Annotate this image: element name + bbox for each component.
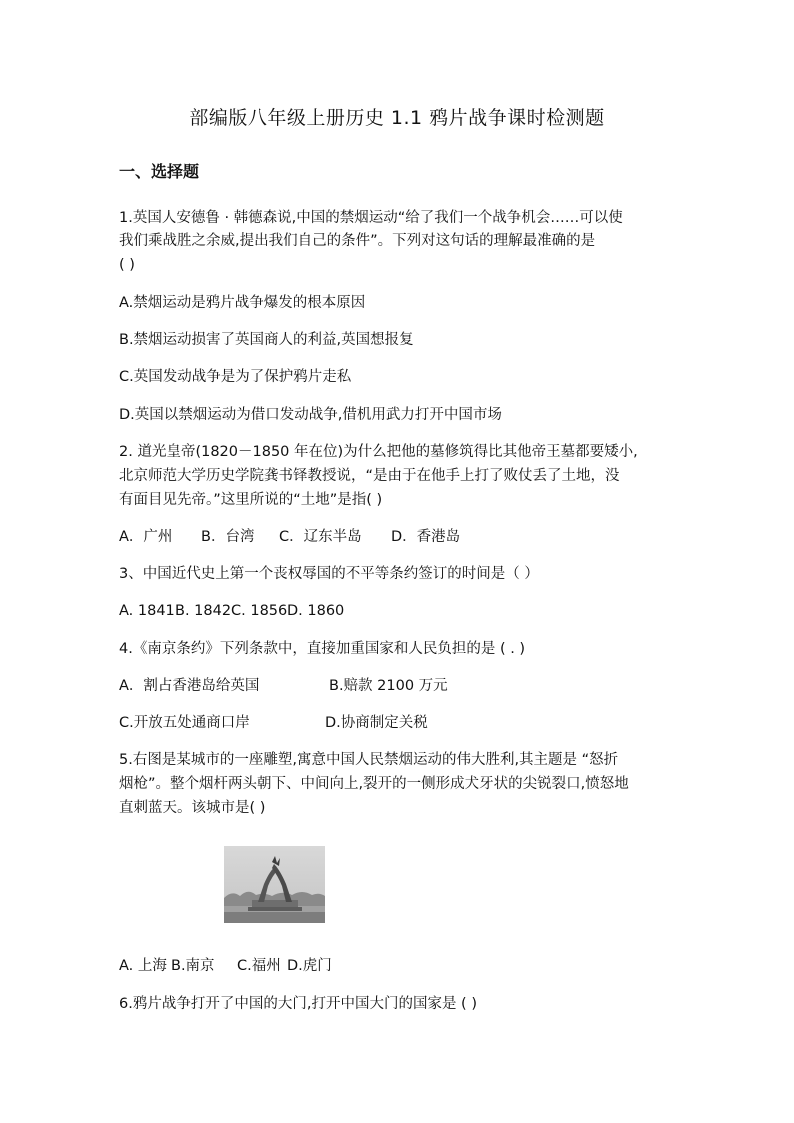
question-4-option-b: B.赔款 2100 万元 bbox=[329, 678, 448, 694]
question-3-line-1: 3、中国近代史上第一个丧权辱国的不平等条约签订的时间是（ ） bbox=[119, 566, 539, 582]
question-4-line-1: 4.《南京条约》下列条款中，直接加重国家和人民负担的是 ( . ) bbox=[119, 641, 526, 657]
question-5-options bbox=[119, 955, 679, 977]
question-1-line-2: 我们乘战胜之余威,提出我们自己的条件”。下列对这句话的理解最准确的是 bbox=[119, 233, 596, 249]
question-5-line-1: 5.右图是某城市的一座雕塑,寓意中国人民禁烟运动的伟大胜利,其主题是 “怒折 bbox=[119, 752, 619, 768]
question-5-option-d: D.虎门 bbox=[287, 958, 332, 974]
question-5-option-a: A. 上海 bbox=[119, 958, 167, 974]
sculpture-illustration bbox=[224, 846, 325, 923]
question-1-option-b: B.禁烟运动损害了英国商人的利益,英国想报复 bbox=[119, 332, 414, 348]
sculpture-photo bbox=[224, 846, 325, 923]
question-2-options bbox=[119, 526, 679, 548]
question-2-option-a: A．广州 bbox=[119, 529, 173, 545]
question-4-option-a: A．割占香港岛给英国 bbox=[119, 678, 260, 694]
question-5-option-b: B.南京 bbox=[171, 958, 215, 974]
document-title: 部编版八年级上册历史 1.1 鸦片战争课时检测题 bbox=[189, 107, 605, 129]
question-1-option-c: C.英国发动战争是为了保护鸦片走私 bbox=[119, 369, 352, 385]
question-4-options-row-1 bbox=[119, 675, 679, 697]
question-4-option-d: D.协商制定关税 bbox=[325, 715, 428, 731]
section-heading: 一、选择题 bbox=[119, 162, 200, 181]
question-3-option-b: B. 1842 bbox=[175, 603, 232, 619]
question-3-option-c: C. 1856 bbox=[231, 603, 288, 619]
question-1-line-3: ( ) bbox=[119, 257, 135, 273]
question-2-line-3: 有面目见先帝。”这里所说的“土地”是指( ) bbox=[119, 492, 383, 508]
question-1-line-1: 1.英国人安德鲁 · 韩德森说,中国的禁烟运动“给了我们一个战争机会……可以使 bbox=[119, 210, 623, 226]
question-3-options bbox=[119, 600, 679, 622]
question-3-option-d: D. 1860 bbox=[287, 603, 345, 619]
question-6-line-1: 6.鸦片战争打开了中国的大门,打开中国大门的国家是 ( ) bbox=[119, 996, 477, 1012]
question-2-option-d: D．香港岛 bbox=[391, 529, 461, 545]
question-4-option-c: C.开放五处通商口岸 bbox=[119, 715, 250, 731]
question-2-option-b: B．台湾 bbox=[201, 529, 255, 545]
question-3-option-a: A. 1841 bbox=[119, 603, 175, 619]
question-5-option-c: C.福州 bbox=[237, 958, 281, 974]
question-1-option-d: D.英国以禁烟运动为借口发动战争,借机用武力打开中国市场 bbox=[119, 407, 502, 423]
question-2-option-c: C．辽东半岛 bbox=[279, 529, 362, 545]
question-4-options-row-2 bbox=[119, 712, 679, 734]
question-1-option-a: A.禁烟运动是鸦片战争爆发的根本原因 bbox=[119, 295, 366, 311]
question-5-line-2: 烟枪”。整个烟杆两头朝下、中间向上,裂开的一侧形成犬牙状的尖锐裂口,愤怒地 bbox=[119, 776, 629, 792]
question-2-line-1: 2. 道光皇帝(1820－1850 年在位)为什么把他的墓修筑得比其他帝王墓都要矮小, bbox=[119, 444, 638, 460]
question-2-line-2: 北京师范大学历史学院龚书铎教授说，“是由于在他手上打了败仗丢了土地，没 bbox=[119, 468, 620, 484]
question-5-line-3: 直刺蓝天。该城市是( ) bbox=[119, 800, 266, 816]
